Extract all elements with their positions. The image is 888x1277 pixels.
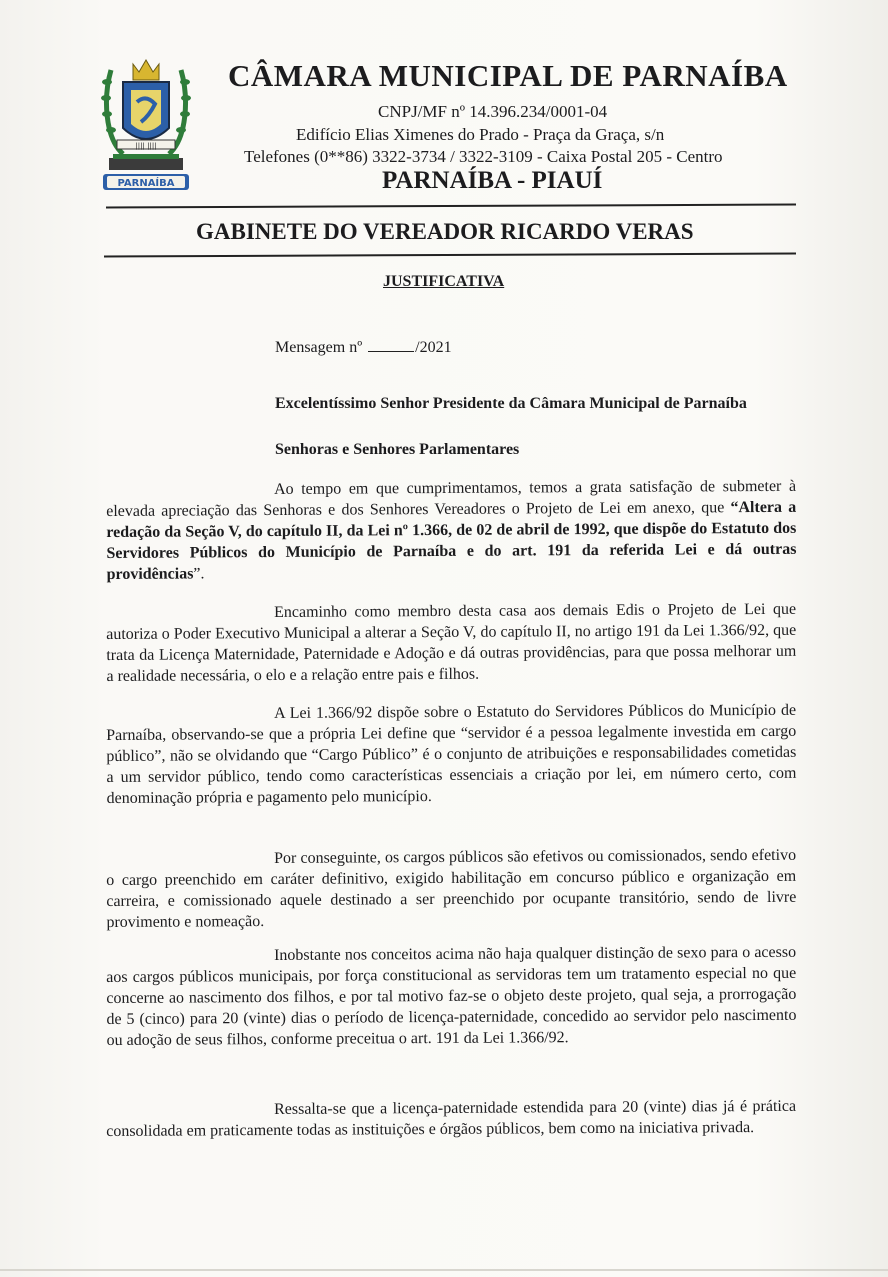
city-line: PARNAÍBA - PIAUÍ (382, 167, 603, 194)
message-number-blank (368, 339, 414, 352)
paragraph-1-end: ”. (193, 565, 205, 583)
paragraph-2: Encaminho como membro desta casa aos demais Edis o Projeto de Lei que autoriza o Poder Executivo Municipal a alterar a Seção V, do capítulo II, no artigo 191 da Lei 1.366/92, que trata da Licença Maternidade, Paternidade e Adoção e dá outras providências, para que possa melhorar um a realidade necessária, o elo e a relação entre pais e filhos. (106, 600, 797, 685)
address-line: Edifício Elias Ximenes do Prado - Praça da Graça, s/n (296, 125, 665, 144)
paragraph-1 (106, 476, 797, 585)
paragraph-6: Ressalta-se que a licença-paternidade estendida para 20 (vinte) dias já é prática consolidada em praticamente todas as instituições e órgãos públicos, bem como na iniciativa privada. (106, 1097, 797, 1140)
office-divider (104, 252, 796, 257)
paragraph-1-bill-title: “Altera a redação da Seção V, do capítulo II, da Lei nº 1.366, de 02 de abril de 1992, que dispõe do Estatuto dos Servidores Públicos do Município de Parnaíba e do art. 191 da referida Lei e dá outras providências (106, 498, 797, 583)
paragraph-4: Por conseguinte, os cargos públicos são efetivos ou comissionados, sendo efetivo o cargo preenchido em caráter definitivo, exigido habilitação em concurso público e organização em carreira, e comissionado aquele destinado a ser preenchido por ocupante transitório, sendo de livre provimento e nomeação. (106, 846, 797, 931)
municipal-crest-logo (101, 58, 191, 194)
svg-text:PARNAÍBA: PARNAÍBA (117, 178, 175, 189)
cnpj-line: CNPJ/MF nº 14.396.234/0001-04 (378, 102, 608, 121)
page-bottom-edge (0, 1269, 888, 1271)
paragraph-3: A Lei 1.366/92 dispõe sobre o Estatuto do Servidores Públicos do Município de Parnaíba, observando-se que a própria Lei define que “servidor é a pessoa legalmente investida em cargo público”, não se olvidando que “Cargo Público” é o conjunto de atribuições e responsabilidades cometidas a um servidor público, tendo como características essenciais a criação por lei, em número certo, com denominação própria e pagamento pelo município. (106, 701, 797, 807)
message-suffix: /2021 (415, 339, 452, 356)
paragraph-1-intro: Ao tempo em que cumprimentamos, temos a grata satisfação de submeter à elevada apreciação das Senhoras e dos Senhores Vereadores o Projeto de Lei em anexo, que (106, 477, 797, 520)
salutation-president: Excelentíssimo Senhor Presidente da Câmara Municipal de Parnaíba (275, 395, 747, 412)
paragraph-5: Inobstante nos conceitos acima não haja qualquer distinção de sexo para o acesso aos cargos públicos municipais, por força constitucional as servidoras tem um tratamento especial no que concerne ao nascimento dos filhos, e por tal motivo faz-se o objeto deste projeto, qual seja, a prorrogação de 5 (cinco) para 20 (vinte) dias o período de licença-paternidade, concedido ao servidor pelo nascimento ou adoção de seus filhos, conforme preceitua o art. 191 da Lei 1.366/92. (106, 943, 797, 1049)
message-prefix: Mensagem nº (275, 339, 363, 356)
institution-title: CÂMARA MUNICIPAL DE PARNAÍBA (228, 58, 788, 93)
document-heading: JUSTIFICATIVA (383, 273, 505, 290)
salutation-parliamentarians: Senhoras e Senhores Parlamentares (275, 441, 520, 458)
header-divider (106, 203, 796, 208)
phone-line: Telefones (0**86) 3322-3734 / 3322-3109 - Caixa Postal 205 - Centro (244, 147, 723, 166)
svg-text:|||| ||||: |||| |||| (135, 142, 157, 150)
office-title: GABINETE DO VEREADOR RICARDO VERAS (196, 219, 694, 244)
message-number (275, 339, 452, 357)
